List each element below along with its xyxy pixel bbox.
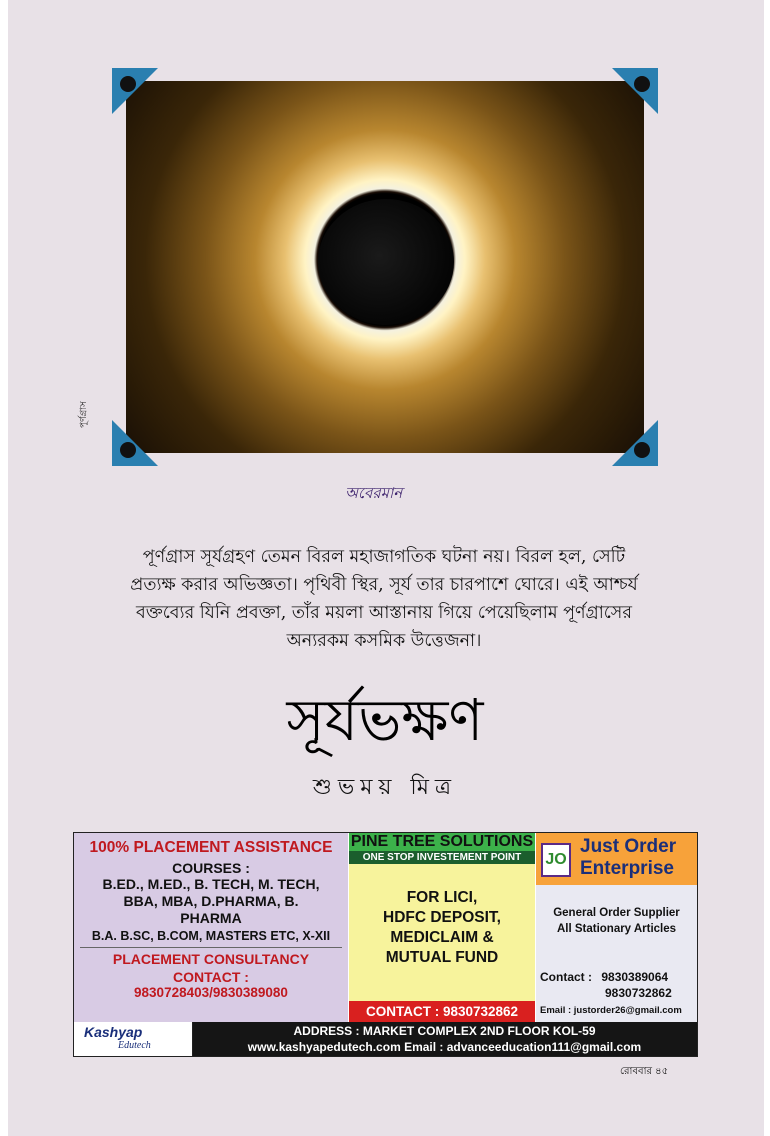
ad-placement-panel (74, 833, 348, 1022)
divider (80, 947, 342, 948)
article-headline: সূর্যভক্ষণ (286, 686, 484, 754)
eclipse-photo-frame (112, 68, 658, 466)
ad-justorder-title (580, 836, 676, 880)
ad-web-email: www.kashyapedutech.com Email : advanceeducation111@gmail.com (247, 1040, 642, 1054)
justorder-logo-icon: JO (541, 843, 571, 877)
ad-service-line: MEDICLAIM & (390, 929, 494, 946)
ad-service-line: HDFC DEPOSIT, (383, 909, 501, 926)
ad-service-line: MUTUAL FUND (385, 949, 499, 966)
photo-corner-bottom-right-icon (612, 420, 658, 466)
ad-justorder-panel (536, 833, 697, 1022)
ad-course-line: BBA, MBA, D.PHARMA, B. (123, 893, 299, 909)
kashyap-brand: Kashyap (84, 1024, 143, 1040)
ad-course-line: PHARMA (180, 910, 242, 926)
ad-course-line: B.ED., M.ED., B. TECH, M. TECH, (102, 876, 320, 892)
photo-corner-top-left-icon (112, 68, 158, 114)
intro-line: প্রত্যক্ষ করার অভিজ্ঞতা। পৃথিবী স্থির, সূর্য তার চারপাশে ঘোরে। এই আশ্চর্য (130, 575, 638, 595)
kashyap-logo (74, 1022, 193, 1056)
ad-justorder-title-line: Just Order (580, 836, 677, 857)
column-logo: অবেরমান (345, 484, 403, 502)
page-folio: রোববার ৪৫ (620, 1066, 669, 1077)
ad-justorder-email: Email : justorder26@gmail.com (540, 1005, 682, 1016)
eclipse-photo (126, 81, 644, 453)
moon-disc (318, 199, 454, 325)
ad-consultancy: PLACEMENT CONSULTANCY (112, 951, 310, 967)
ad-justorder-phone: 9830389064 (601, 970, 669, 984)
intro-line: অন্যরকম কসমিক উত্তেজনা। (286, 631, 482, 651)
ad-justorder-header (536, 833, 697, 885)
intro-paragraph (88, 543, 680, 655)
ad-service-line: FOR LICI, (406, 889, 478, 906)
ad-justorder-desc-line: All Stationary Articles (556, 923, 677, 935)
ad-address: ADDRESS : MARKET COMPLEX 2ND FLOOR KOL-59 (293, 1024, 596, 1038)
ad-pinetree-services (349, 888, 535, 968)
advertisement (73, 832, 698, 1057)
ad-justorder-title-line: Enterprise (580, 858, 674, 879)
ad-course-line: B.A. B.SC, B.COM, MASTERS ETC, X-XII (91, 929, 331, 943)
ad-justorder-contact-label: Contact : (540, 970, 592, 984)
ad-justorder-phone: 9830732862 (605, 986, 672, 1000)
ad-placement-title: 100% PLACEMENT ASSISTANCE (89, 839, 333, 856)
ad-contact-label: CONTACT : (173, 969, 249, 985)
ad-pinetree-tagline: ONE STOP INVESTEMENT POINT (349, 851, 535, 864)
ad-footer-bar (74, 1022, 697, 1056)
ad-pinetree-contact: CONTACT : 9830732862 (349, 1001, 535, 1022)
photo-side-caption: পূর্ণগ্রাস (79, 401, 89, 428)
article-byline: শুভময় মিত্র (312, 775, 458, 800)
ad-courses-label: COURSES : (172, 860, 250, 876)
ad-contact-numbers: 9830728403/9830389080 (134, 985, 288, 1000)
photo-corner-bottom-left-icon (112, 420, 158, 466)
ad-pinetree-panel (349, 833, 535, 1022)
ad-justorder-contact (540, 969, 672, 1001)
ad-pinetree-name: PINE TREE SOLUTIONS (350, 833, 534, 850)
intro-line: পূর্ণগ্রাস সূর্যগ্রহণ তেমন বিরল মহাজাগতিক ঘটনা নয়। বিরল হল, সেটি (142, 547, 626, 567)
ad-justorder-desc-line: General Order Supplier (553, 907, 680, 919)
ad-footer-text (192, 1023, 697, 1055)
ad-justorder-description (536, 905, 697, 937)
intro-line: বক্তব্যের যিনি প্রবক্তা, তাঁর ময়লা আস্তানায় গিয়ে পেয়েছিলাম পূর্ণগ্রাসের (135, 603, 632, 623)
photo-corner-top-right-icon (612, 68, 658, 114)
kashyap-brand-sub: Edutech (118, 1040, 151, 1051)
